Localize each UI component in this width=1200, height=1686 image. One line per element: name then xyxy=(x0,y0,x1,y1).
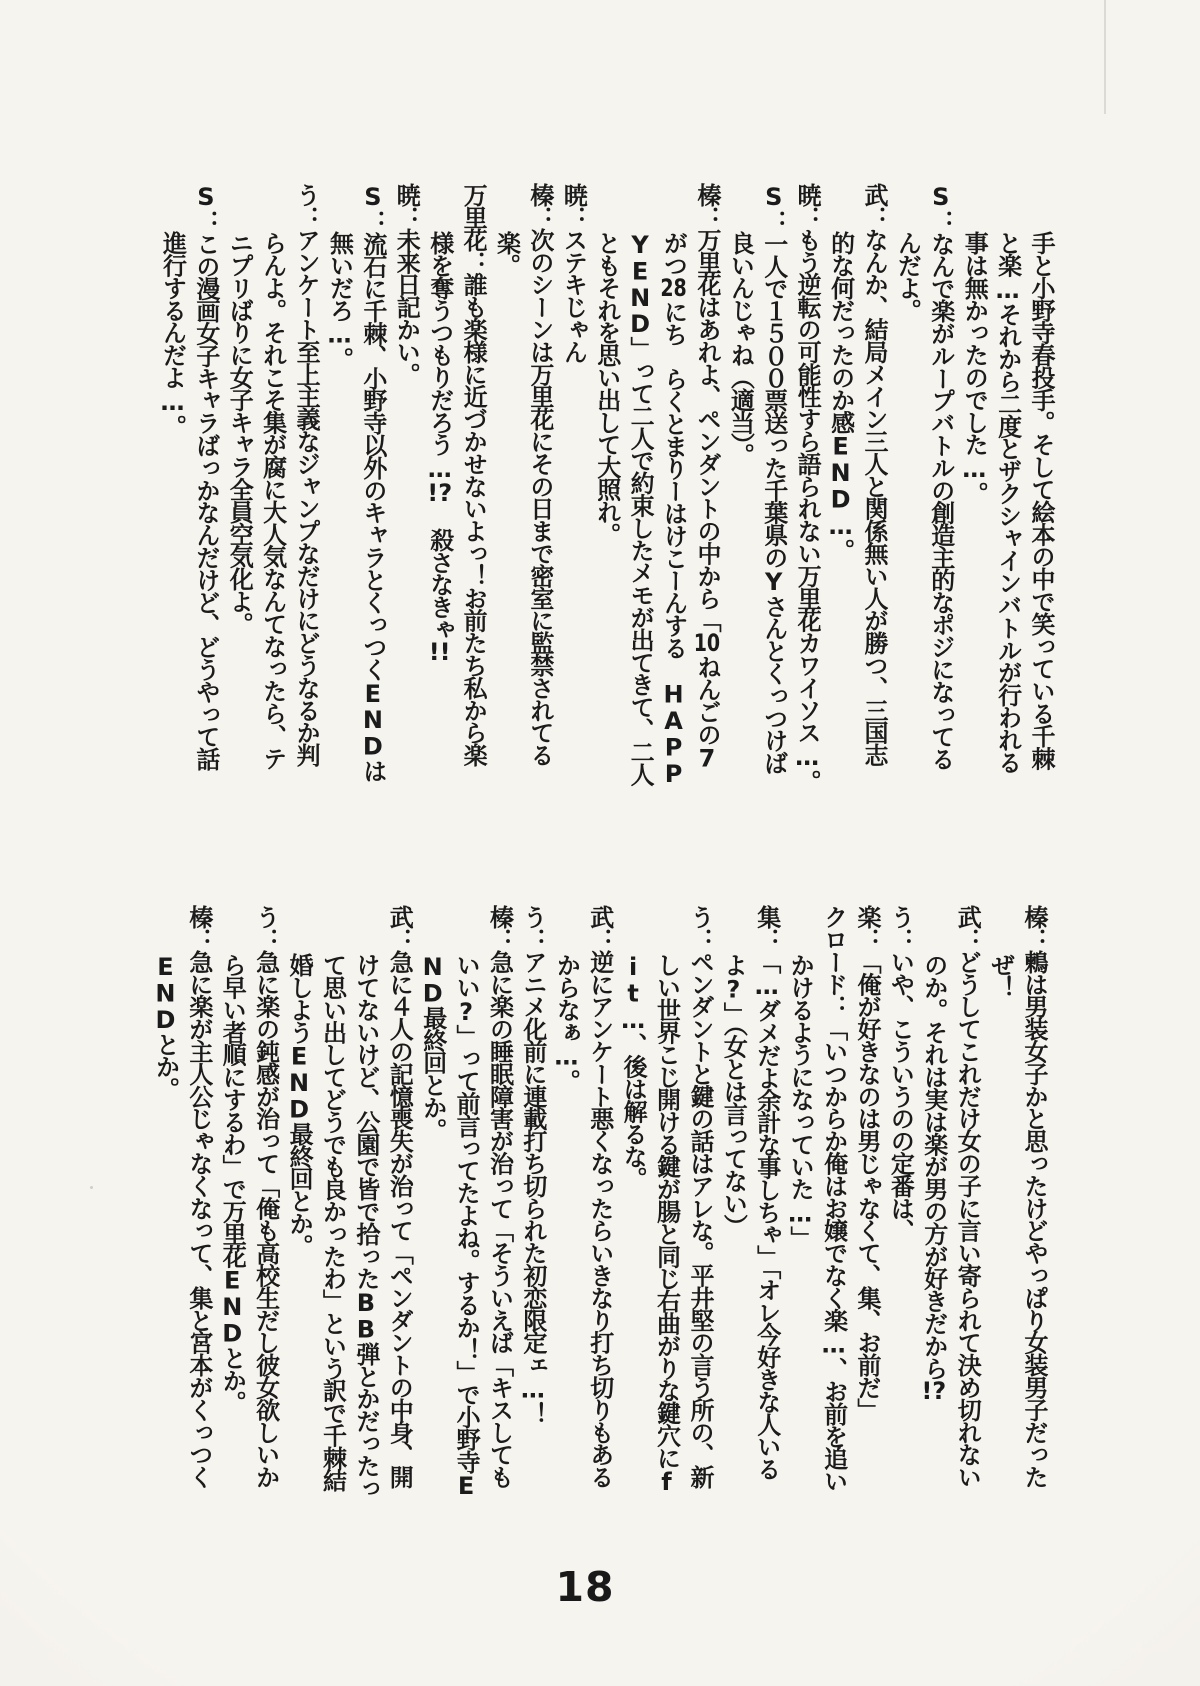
text-column: 榛：次のシーンは万里花にその日まで密室に監禁されてる xyxy=(525,183,554,766)
text-column: 武：逆にアンケート悪くなったらいきなり打ち切りもある xyxy=(585,905,614,1488)
text-column: 武：どうしてこれだけ女の子に言い寄られて決め切れない xyxy=(953,905,982,1488)
text-column: S：この漫画女子キャラばっかなんだけど、どうやって話 xyxy=(191,183,220,770)
text-column: 手と小野寺春投手。そして絵本の中で笑っている千棘 xyxy=(1027,231,1055,769)
text-column: 様を奪うつもりだろう…!? 殺さなきゃ!! xyxy=(425,231,454,664)
text-column: ND最終回とか。 xyxy=(418,953,447,1141)
text-column: 榛：鶫は男装女子かと思ったけどやっぱり女装男子だった xyxy=(1020,905,1048,1488)
text-column: て思い出してどうでも良かったわ」という訳で千棘結 xyxy=(318,953,347,1491)
tate-chu-yoko: 10 xyxy=(693,631,721,656)
text-column: 集：「…ダメだよ余計な事しちゃ」「オレ今好きな人いる xyxy=(752,905,781,1480)
text-column: クロード：「いつからか俺はお嬢でなく楽…、お前を追い xyxy=(819,905,848,1492)
text-column: と楽…それから二度とザクシャインバトルが行われる xyxy=(993,231,1022,773)
dialogue-block-bottom xyxy=(148,905,1050,1530)
text-column: ニプリばりに女子キャラ全員空気化よ。 xyxy=(225,231,254,635)
scan-speck-artifact xyxy=(90,1186,93,1189)
text-column: 暁：もう逆転の可能性すら語られない万里花カワイソス…。 xyxy=(793,183,822,792)
text-column: 進行するんだよ…。 xyxy=(158,231,187,437)
page-number: 18 xyxy=(555,1563,615,1611)
dialogue-block-top xyxy=(155,183,1057,808)
text-column: う：アニメ化前に連載打ち切られた初恋限定ェ…！ xyxy=(518,905,547,1425)
text-column: ら早い者順にするわ」で万里花ENDとか。 xyxy=(218,953,247,1414)
text-column: 暁：ステキじゃん xyxy=(559,183,588,363)
text-column: 榛：万里花はあれよ、ペンダントの中から「10ねんごの7 xyxy=(692,183,721,772)
text-column: ぜ！ xyxy=(986,953,1015,998)
text-column: う：アンケート至上主義なジャンプなだけにどうなるか判 xyxy=(292,183,321,766)
scan-crease-artifact xyxy=(1104,0,1106,114)
text-column: YEND」って二人で約束したメモが出てきて、二人 xyxy=(626,231,655,785)
text-column: it…、後は解るな。 xyxy=(619,953,648,1190)
text-column: らんよ。それこそ集が腐に大人気なんてなったら、テ xyxy=(258,231,287,769)
text-column: う：ペンダントと鍵の話はアレな。平井堅の言う所の、新 xyxy=(685,905,714,1488)
text-column: 婚しようEND最終回とか。 xyxy=(285,953,314,1257)
text-column: 暁：未来日記かい。 xyxy=(392,183,421,385)
text-column: S：なんで楽がループバトルの創造主的なポジになってる xyxy=(926,183,955,770)
text-column: 無いだろ…。 xyxy=(325,231,354,370)
text-column: 榛：急に楽の睡眠障害が治って「そういえば「キスしても xyxy=(485,905,514,1488)
text-column: S：流石に千棘、小野寺以外のキャラとくっつくENDは xyxy=(358,183,387,782)
text-column: 楽。 xyxy=(492,231,521,276)
text-column: う：いや、こういうのの定番は、 xyxy=(886,905,915,1242)
text-column: んだよ。 xyxy=(893,231,922,321)
text-column: しい世界こじ開ける鍵が腸と同じ右曲がりな鍵穴にf xyxy=(652,953,681,1495)
text-column: 良いんじゃね（適当）。 xyxy=(726,231,755,466)
text-column: ともそれを思い出して大照れ。 xyxy=(592,231,621,545)
tate-chu-yoko: !? xyxy=(921,1378,947,1403)
text-column: かけるようになっていた…」 xyxy=(786,953,815,1249)
text-column: 的な何だったのか感END…。 xyxy=(826,231,855,561)
text-column: 武：急に４人の記憶喪失が治って「ペンダントの中身、開 xyxy=(385,905,414,1488)
text-column: がつ28にち らくとまりーはけこーんする HAPP xyxy=(659,231,688,787)
text-column: のか。それは実は楽が男の方が好きだから!? xyxy=(919,953,948,1403)
text-column: からなぁ…。 xyxy=(552,953,581,1092)
text-column: いい?」って前言ってたよね。するか！」で小野寺E xyxy=(452,953,481,1499)
text-column: ENDとか。 xyxy=(151,953,180,1100)
text-column: う：急に楽の鈍感が治って「俺も高校生だし彼女欲しいか xyxy=(251,905,280,1488)
text-column: S：一人で１５００票送った千葉県のYさんとくっつけば xyxy=(759,183,788,774)
text-column: 事は無かったのでした…。 xyxy=(960,231,989,504)
text-column: 榛：急に楽が主人公じゃなくなって、集と宮本がくっつく xyxy=(184,905,213,1488)
text-column: 楽：「俺が好きなのは男じゃなくて、集、お前だ」 xyxy=(852,905,881,1421)
text-column: 武：なんか、結局メイン三人と関係無い人が勝つ、三国志 xyxy=(859,183,888,766)
text-column: けてないけど、公園で皆で拾ったBB弾とかだったっ xyxy=(351,953,380,1499)
tate-chu-yoko: !? xyxy=(427,481,453,506)
tate-chu-yoko: 28 xyxy=(660,275,687,300)
text-column: 万里花：誰も楽様に近づかせないよっ！お前たち私から楽 xyxy=(459,183,488,766)
tate-chu-yoko: !! xyxy=(428,639,451,664)
text-column: よ?」（女とは言ってない） xyxy=(719,953,748,1237)
